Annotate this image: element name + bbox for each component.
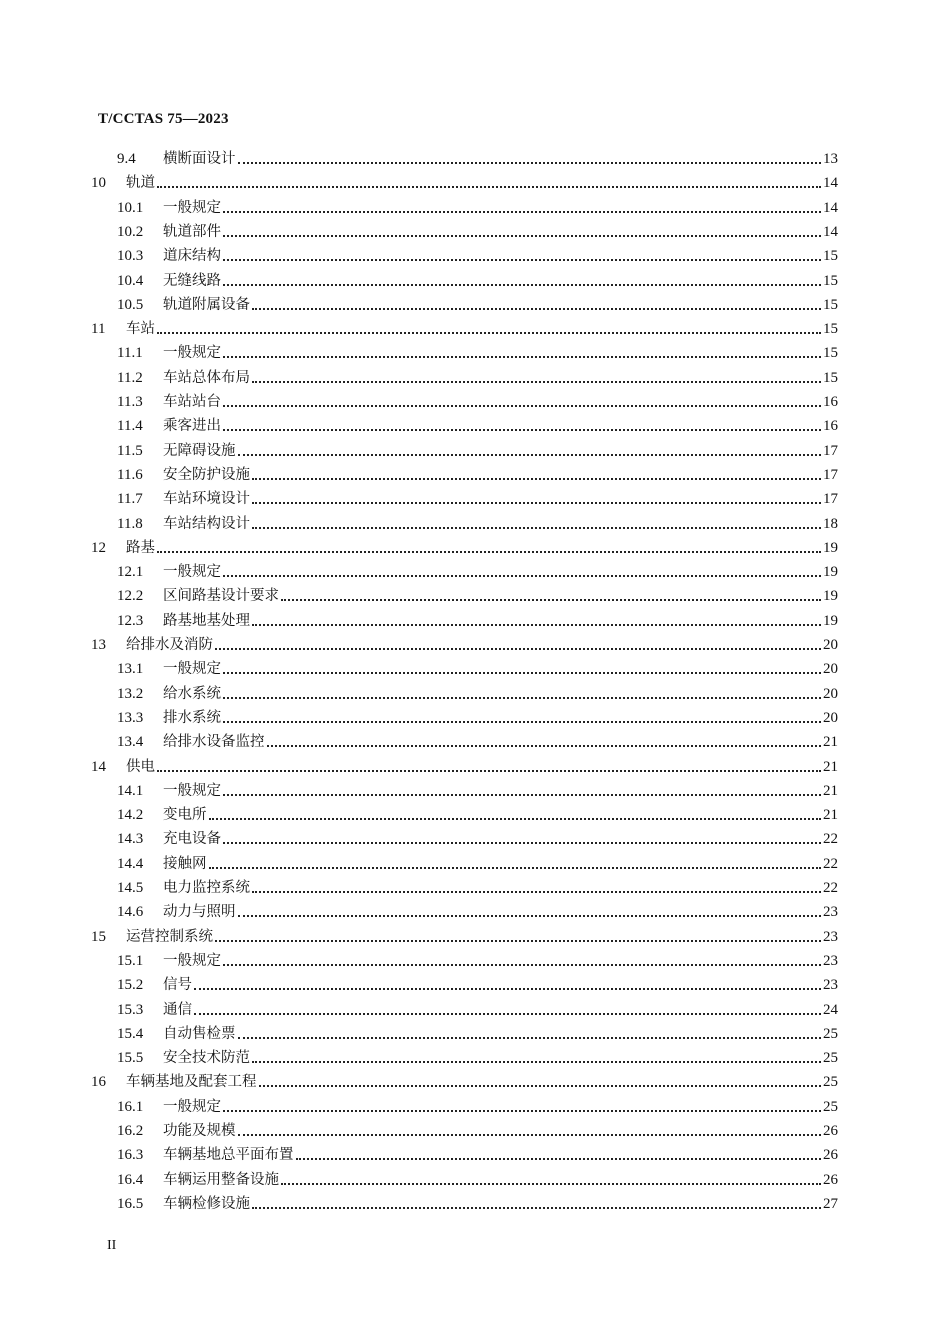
toc-entry-page: 14 [823,223,838,240]
toc-entry-page: 19 [823,612,838,629]
toc-entry-page: 15 [823,345,838,362]
toc-entry-number: 15.4 [117,1025,144,1042]
toc-entry-title: 运营控制系统 [126,928,213,945]
toc-entry[interactable] [117,583,838,605]
toc-entry[interactable] [117,778,838,800]
toc-entry[interactable] [117,559,838,581]
toc-entry-number: 15 [91,928,106,945]
toc-entry-number: 16.3 [117,1147,144,1164]
toc-leader-dots [252,891,821,893]
toc-entry-title: 一般规定 [163,345,221,362]
toc-entry-page: 15 [823,296,838,313]
toc-entry-page: 20 [823,661,838,678]
toc-entry-number: 11.2 [117,369,143,386]
toc-entry-number: 10.2 [117,223,144,240]
toc-entry-title: 路基 [126,539,155,556]
toc-entry-number: 12 [91,539,106,556]
toc-entry-number: 13.1 [117,661,144,678]
toc-entry-title: 通信 [163,1001,192,1018]
toc-entry-page: 21 [823,734,838,751]
toc-entry[interactable] [117,292,838,314]
toc-entry-title: 路基地基处理 [163,612,250,629]
toc-entry[interactable] [117,851,838,873]
toc-entry-title: 一般规定 [163,782,221,799]
toc-entry-number: 16.5 [117,1195,144,1212]
toc-entry[interactable] [117,340,838,362]
toc-entry-title: 轨道 [126,175,155,192]
toc-leader-dots [223,405,821,407]
toc-leader-dots [223,1110,821,1112]
toc-entry-page: 25 [823,1050,838,1067]
toc-entry-title: 信号 [163,977,192,994]
toc-entry-number: 11.8 [117,515,143,532]
toc-entry-title: 乘客进出 [163,418,221,435]
toc-entry[interactable] [91,170,838,192]
toc-entry-number: 16.4 [117,1171,144,1188]
toc-leader-dots [281,1183,821,1185]
toc-entry-page: 21 [823,807,838,824]
toc-entry-title: 车辆运用整备设施 [163,1171,279,1188]
toc-leader-dots [223,211,821,213]
toc-entry-page: 14 [823,199,838,216]
toc-entry-number: 15.2 [117,977,144,994]
toc-entry-number: 13.2 [117,685,144,702]
toc-leader-dots [215,648,821,650]
toc-entry-page: 23 [823,904,838,921]
toc-entry-title: 车站站台 [163,394,221,410]
toc-entry-title: 无障碍设施 [163,442,236,459]
toc-entry-number: 15.5 [117,1050,144,1067]
toc-leader-dots [238,1037,822,1039]
toc-entry-title: 排水系统 [163,709,221,726]
toc-entry-page: 20 [823,709,838,726]
toc-entry-number: 14.2 [117,807,144,824]
toc-leader-dots [157,770,821,772]
toc-entry-title: 车站总体布局 [163,369,250,386]
toc-entry-page: 13 [823,151,838,167]
toc-entry-title: 车站环境设计 [163,491,250,508]
toc-entry[interactable] [117,826,838,848]
toc-leader-dots [209,867,822,869]
toc-entry-number: 12.2 [117,588,144,605]
toc-leader-dots [252,527,821,529]
toc-entry-page: 17 [823,466,838,483]
toc-entry-number: 10.1 [117,199,144,216]
toc-entry[interactable] [117,268,838,290]
toc-leader-dots [252,381,821,383]
toc-leader-dots [223,235,821,237]
toc-entry[interactable] [117,511,838,533]
toc-entry-title: 横断面设计 [163,151,236,167]
toc-entry[interactable] [117,1191,838,1213]
toc-entry-page: 16 [823,394,838,410]
toc-entry[interactable] [117,195,838,217]
toc-entry-title: 接触网 [163,855,207,872]
toc-leader-dots [252,478,821,480]
toc-entry-page: 16 [823,418,838,435]
toc-leader-dots [223,697,821,699]
toc-entry[interactable] [117,462,838,484]
toc-entry-page: 20 [823,637,838,653]
toc-entry-page: 26 [823,1147,838,1164]
toc-leader-dots [223,575,821,577]
toc-leader-dots [157,186,821,188]
toc-entry-number: 14.4 [117,855,144,872]
toc-leader-dots [252,502,821,504]
toc-entry-title: 自动售检票 [163,1025,236,1042]
toc-entry[interactable] [117,146,838,168]
toc-leader-dots [252,308,821,310]
toc-entry-page: 20 [823,685,838,702]
toc-entry-number: 16.1 [117,1098,144,1115]
toc-leader-dots [209,818,822,820]
toc-entry-number: 15.3 [117,1001,144,1018]
toc-entry-title: 区间路基设计要求 [163,588,279,605]
toc-entry-title: 道床结构 [163,248,221,265]
toc-entry[interactable] [117,1021,838,1043]
toc-leader-dots [157,332,821,334]
toc-leader-dots [252,624,821,626]
toc-entry-page: 17 [823,442,838,459]
toc-entry-title: 车辆检修设施 [163,1195,250,1212]
toc-entry-page: 22 [823,855,838,872]
document-header: T/CCTAS 75—2023 [98,111,229,127]
toc-entry[interactable] [117,681,838,703]
toc-entry[interactable] [117,1167,838,1189]
toc-entry-number: 13 [91,637,106,653]
toc-entry-number: 10.3 [117,248,144,265]
toc-entry-number: 10.5 [117,296,144,313]
toc-leader-dots [267,745,822,747]
toc-entry-page: 17 [823,491,838,508]
toc-entry-page: 25 [823,1025,838,1042]
toc-entry-page: 22 [823,831,838,848]
toc-entry[interactable] [117,365,838,387]
toc-entry-page: 26 [823,1123,838,1139]
toc-leader-dots [252,1207,821,1209]
toc-entry[interactable] [117,219,838,241]
toc-entry[interactable] [91,535,838,557]
toc-entry-page: 15 [823,321,838,338]
toc-entry-number: 14.1 [117,782,144,799]
toc-entry-title: 一般规定 [163,952,221,969]
toc-leader-dots [223,964,821,966]
toc-entry[interactable] [117,972,838,994]
toc-entry-number: 11.6 [117,466,143,483]
toc-leader-dots [194,988,821,990]
toc-entry[interactable] [91,924,838,946]
toc-entry-number: 11.1 [117,345,143,362]
toc-entry-number: 11.7 [117,491,143,508]
toc-entry[interactable] [117,486,838,508]
toc-entry-page: 23 [823,977,838,994]
toc-entry-number: 16.2 [117,1123,144,1139]
toc-entry-number: 11.5 [117,442,143,459]
toc-entry-title: 车站 [126,321,155,338]
toc-entry-title: 一般规定 [163,1098,221,1115]
toc-entry-number: 11.3 [117,394,143,410]
toc-entry[interactable] [117,997,838,1019]
toc-entry-page: 21 [823,782,838,799]
toc-entry[interactable] [117,802,838,824]
toc-leader-dots [223,842,821,844]
toc-leader-dots [281,599,821,601]
toc-entry[interactable] [117,1045,838,1067]
toc-leader-dots [238,1134,822,1136]
toc-entry[interactable] [91,316,838,338]
toc-entry[interactable] [117,608,838,630]
toc-entry-page: 26 [823,1171,838,1188]
toc-entry-title: 轨道部件 [163,223,221,240]
toc-entry-number: 11 [91,321,106,338]
toc-entry-page: 25 [823,1074,838,1091]
toc-entry-number: 15.1 [117,952,144,969]
toc-entry-title: 给排水设备监控 [163,734,265,751]
toc-entry[interactable] [117,899,838,921]
toc-entry-page: 15 [823,248,838,265]
toc-entry-title: 功能及规模 [163,1123,236,1139]
toc-entry-title: 安全防护设施 [163,466,250,483]
toc-entry-page: 25 [823,1098,838,1115]
toc-entry-number: 10 [91,175,106,192]
page-number-footer: II [107,1238,117,1253]
toc-entry-number: 12.3 [117,612,144,629]
toc-entry-page: 22 [823,880,838,896]
toc-leader-dots [238,915,822,917]
toc-entry-number: 9.4 [117,151,136,167]
toc-entry[interactable] [117,389,838,411]
toc-entry-number: 10.4 [117,272,144,289]
toc-leader-dots [215,940,821,942]
toc-entry-page: 15 [823,272,838,289]
toc-entry-number: 16 [91,1074,106,1091]
toc-entry-title: 给排水及消防 [126,637,213,653]
toc-entry-title: 电力监控系统 [163,880,250,896]
toc-entry-number: 11.4 [117,418,143,435]
toc-entry-page: 21 [823,758,838,775]
toc-entry[interactable] [91,1069,838,1091]
toc-entry[interactable] [117,705,838,727]
toc-entry-page: 18 [823,515,838,532]
toc-leader-dots [252,1061,821,1063]
toc-entry-title: 轨道附属设备 [163,296,250,313]
toc-entry-page: 19 [823,539,838,556]
toc-entry-title: 车站结构设计 [163,515,250,532]
toc-entry-title: 变电所 [163,807,207,824]
toc-leader-dots [194,1013,821,1015]
toc-entry-title: 无缝线路 [163,272,221,289]
toc-entry-page: 23 [823,928,838,945]
toc-entry-title: 充电设备 [163,831,221,848]
toc-leader-dots [223,284,821,286]
toc-entry-title: 安全技术防范 [163,1050,250,1067]
toc-leader-dots [157,551,821,553]
toc-entry-title: 一般规定 [163,199,221,216]
toc-entry-number: 14.6 [117,904,144,921]
toc-entry-page: 14 [823,175,838,192]
toc-entry-title: 一般规定 [163,564,221,581]
toc-entry-number: 13.3 [117,709,144,726]
toc-leader-dots [223,672,821,674]
toc-leader-dots [259,1085,822,1087]
toc-entry-title: 给水系统 [163,685,221,702]
toc-entry[interactable] [117,438,838,460]
toc-entry-page: 15 [823,369,838,386]
toc-entry-title: 车辆基地及配套工程 [126,1074,257,1091]
toc-entry[interactable] [91,754,838,776]
toc-entry-title: 一般规定 [163,661,221,678]
toc-entry[interactable] [117,656,838,678]
toc-entry-number: 14.3 [117,831,144,848]
toc-entry-title: 供电 [126,758,155,775]
toc-entry-page: 19 [823,588,838,605]
toc-entry[interactable] [117,1118,838,1140]
toc-leader-dots [296,1158,822,1160]
toc-entry[interactable] [117,413,838,435]
toc-entry-title: 车辆基地总平面布置 [163,1147,294,1164]
toc-leader-dots [223,794,821,796]
toc-entry[interactable] [117,1142,838,1164]
toc-entry[interactable] [117,243,838,265]
toc-entry-number: 12.1 [117,564,144,581]
toc-entry-page: 23 [823,952,838,969]
toc-leader-dots [223,259,821,261]
toc-entry-number: 14.5 [117,880,144,896]
toc-leader-dots [238,454,822,456]
toc-entry-title: 动力与照明 [163,904,236,921]
toc-entry-page: 19 [823,564,838,581]
toc-entry[interactable] [117,875,838,897]
toc-leader-dots [223,721,821,723]
toc-leader-dots [223,429,821,431]
toc-entry-number: 13.4 [117,734,144,751]
toc-entry[interactable] [117,729,838,751]
toc-entry-page: 27 [823,1195,838,1212]
toc-entry-number: 14 [91,758,106,775]
toc-entry[interactable] [117,1094,838,1116]
toc-leader-dots [223,356,821,358]
toc-entry[interactable] [91,632,838,654]
toc-entry[interactable] [117,948,838,970]
toc-leader-dots [238,162,822,164]
toc-entry-page: 24 [823,1001,838,1018]
